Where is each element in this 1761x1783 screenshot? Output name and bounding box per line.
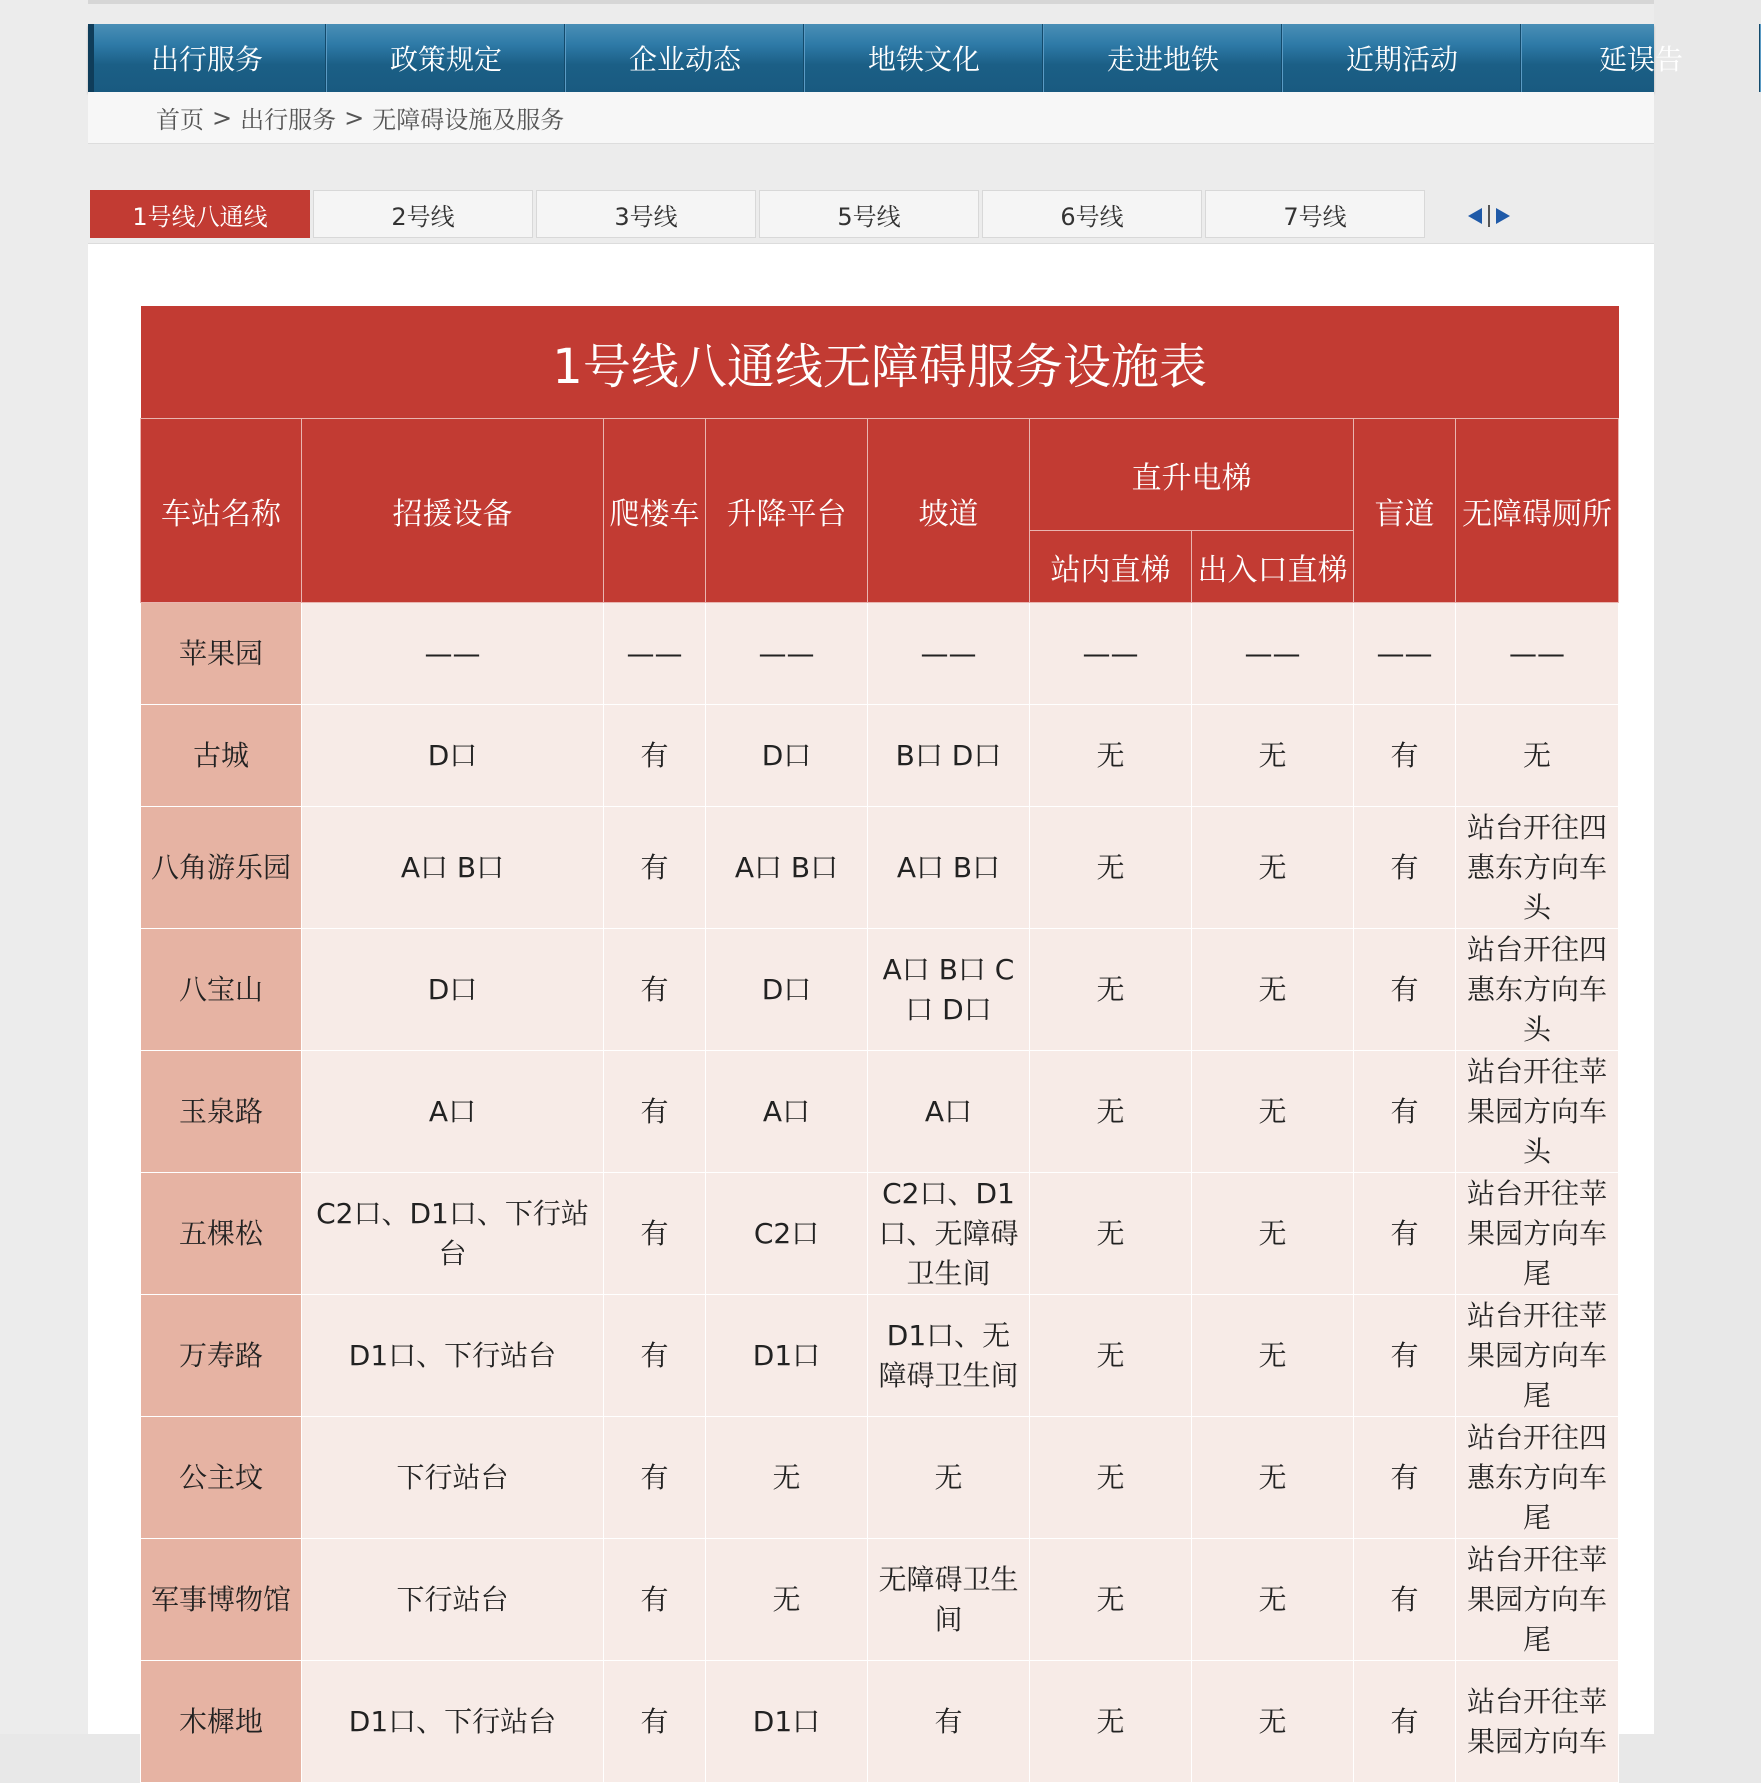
cell-exit-elevator: 无: [1192, 1661, 1354, 1783]
cell-exit-elevator: 无: [1192, 1539, 1354, 1661]
cell-tactile-path: 有: [1354, 1661, 1456, 1783]
station-name: 木樨地: [141, 1661, 302, 1783]
cell-exit-elevator: 无: [1192, 1051, 1354, 1173]
cell-accessible-toilet: 站台开往苹果园方向车尾: [1456, 1173, 1619, 1295]
table-row: [141, 1661, 1619, 1783]
station-name: 公主坟: [141, 1417, 302, 1539]
header-lift-platform: 升降平台: [706, 419, 868, 603]
cell-exit-elevator: 无: [1192, 705, 1354, 807]
nav-item-delay-notice[interactable]: 延误告: [1522, 24, 1761, 92]
cell-help-device: A口 B口: [302, 807, 604, 929]
tab-line-6[interactable]: 6号线: [982, 190, 1202, 238]
station-name: 玉泉路: [141, 1051, 302, 1173]
cell-inner-elevator: 无: [1030, 705, 1192, 807]
cell-inner-elevator: 无: [1030, 1173, 1192, 1295]
content-panel: [88, 188, 1654, 1758]
cell-exit-elevator: 无: [1192, 807, 1354, 929]
header-station: 车站名称: [141, 419, 302, 603]
breadcrumb-separator: >: [212, 103, 233, 132]
table-row: [141, 705, 1619, 807]
cell-accessible-toilet: 站台开往苹果园方向车尾: [1456, 1295, 1619, 1417]
cell-accessible-toilet: 站台开往苹果园方向车尾: [1456, 1539, 1619, 1661]
tab-line-7[interactable]: 7号线: [1205, 190, 1425, 238]
station-name: 古城: [141, 705, 302, 807]
cell-tactile-path: 有: [1354, 1295, 1456, 1417]
header-inner-elevator: 站内直梯: [1030, 531, 1192, 603]
cell-help-device: C2口、D1口、下行站台: [302, 1173, 604, 1295]
main-nav: [88, 24, 1683, 92]
cell-tactile-path: ——: [1354, 603, 1456, 705]
tab-line-3[interactable]: 3号线: [536, 190, 756, 238]
cell-inner-elevator: 无: [1030, 1295, 1192, 1417]
breadcrumb: [88, 92, 1654, 144]
cell-help-device: 下行站台: [302, 1539, 604, 1661]
cell-inner-elevator: 无: [1030, 1539, 1192, 1661]
header-tactile-path: 盲道: [1354, 419, 1456, 603]
cell-inner-elevator: 无: [1030, 1051, 1192, 1173]
table-row: [141, 807, 1619, 929]
cell-inner-elevator: 无: [1030, 1661, 1192, 1783]
cell-help-device: ——: [302, 603, 604, 705]
cell-inner-elevator: ——: [1030, 603, 1192, 705]
cell-accessible-toilet: 站台开往四惠东方向车尾: [1456, 1417, 1619, 1539]
cell-stair-climber: 有: [604, 807, 706, 929]
header-exit-elevator: 出入口直梯: [1192, 531, 1354, 603]
cell-stair-climber: ——: [604, 603, 706, 705]
cell-lift-platform: D1口: [706, 1295, 868, 1417]
cell-stair-climber: 有: [604, 1051, 706, 1173]
cell-accessible-toilet: 站台开往苹果园方向车: [1456, 1661, 1619, 1783]
station-name: 军事博物馆: [141, 1539, 302, 1661]
header-accessible-toilet: 无障碍厕所: [1456, 419, 1619, 603]
cell-inner-elevator: 无: [1030, 1417, 1192, 1539]
nav-item-travel-service[interactable]: 出行服务: [88, 24, 327, 92]
cell-lift-platform: D1口: [706, 1661, 868, 1783]
nav-item-company-news[interactable]: 企业动态: [566, 24, 805, 92]
station-name: 八宝山: [141, 929, 302, 1051]
cell-help-device: A口: [302, 1051, 604, 1173]
cell-tactile-path: 有: [1354, 705, 1456, 807]
cell-tactile-path: 有: [1354, 1417, 1456, 1539]
cell-inner-elevator: 无: [1030, 807, 1192, 929]
nav-item-about-metro[interactable]: 走进地铁: [1044, 24, 1283, 92]
breadcrumb-current: 无障碍设施及服务: [372, 106, 565, 134]
cell-stair-climber: 有: [604, 1295, 706, 1417]
nav-item-policy[interactable]: 政策规定: [327, 24, 566, 92]
table-row: [141, 603, 1619, 705]
cell-stair-climber: 有: [604, 1661, 706, 1783]
facility-table-wrapper: [140, 306, 1618, 1783]
table-row: [141, 1417, 1619, 1539]
table-row: [141, 929, 1619, 1051]
top-border: [88, 0, 1654, 4]
cell-help-device: D1口、下行站台: [302, 1295, 604, 1417]
cell-stair-climber: 有: [604, 929, 706, 1051]
cell-ramp: A口: [868, 1051, 1030, 1173]
cell-ramp: A口 B口 C口 D口: [868, 929, 1030, 1051]
cell-ramp: B口 D口: [868, 705, 1030, 807]
cell-lift-platform: D口: [706, 929, 868, 1051]
tab-scroll-controls: [1468, 202, 1510, 230]
cell-exit-elevator: 无: [1192, 1417, 1354, 1539]
breadcrumb-travel-service[interactable]: 出行服务: [240, 106, 337, 134]
cell-stair-climber: 有: [604, 1173, 706, 1295]
tab-line-5[interactable]: 5号线: [759, 190, 979, 238]
cell-ramp: D1口、无障碍卫生间: [868, 1295, 1030, 1417]
cell-help-device: 下行站台: [302, 1417, 604, 1539]
nav-item-metro-culture[interactable]: 地铁文化: [805, 24, 1044, 92]
table-row: [141, 1539, 1619, 1661]
cell-lift-platform: A口 B口: [706, 807, 868, 929]
table-row: [141, 1173, 1619, 1295]
cell-accessible-toilet: 站台开往苹果园方向车头: [1456, 1051, 1619, 1173]
cell-accessible-toilet: 无: [1456, 705, 1619, 807]
cell-exit-elevator: 无: [1192, 1295, 1354, 1417]
cell-stair-climber: 有: [604, 1539, 706, 1661]
cell-lift-platform: ——: [706, 603, 868, 705]
cell-accessible-toilet: 站台开往四惠东方向车头: [1456, 807, 1619, 929]
station-name: 八角游乐园: [141, 807, 302, 929]
cell-help-device: D口: [302, 929, 604, 1051]
arrow-right-icon[interactable]: [1496, 208, 1510, 224]
cell-ramp: C2口、D1口、无障碍卫生间: [868, 1173, 1030, 1295]
cell-stair-climber: 有: [604, 705, 706, 807]
table-title: 1号线八通线无障碍服务设施表: [141, 306, 1619, 419]
header-elevator-group: 直升电梯: [1030, 419, 1354, 531]
tab-line-1-batong[interactable]: 1号线八通线: [90, 190, 310, 238]
cell-ramp: 无: [868, 1417, 1030, 1539]
breadcrumb-separator: >: [344, 103, 365, 132]
tab-line-2[interactable]: 2号线: [313, 190, 533, 238]
cell-lift-platform: A口: [706, 1051, 868, 1173]
cell-tactile-path: 有: [1354, 1051, 1456, 1173]
header-help-device: 招援设备: [302, 419, 604, 603]
line-tabs: [88, 188, 1654, 244]
header-ramp: 坡道: [868, 419, 1030, 603]
cell-tactile-path: 有: [1354, 929, 1456, 1051]
cell-exit-elevator: ——: [1192, 603, 1354, 705]
cell-help-device: D口: [302, 705, 604, 807]
cell-lift-platform: D口: [706, 705, 868, 807]
cell-help-device: D1口、下行站台: [302, 1661, 604, 1783]
cell-lift-platform: C2口: [706, 1173, 868, 1295]
arrow-divider: [1488, 205, 1490, 227]
cell-accessible-toilet: ——: [1456, 603, 1619, 705]
arrow-left-icon[interactable]: [1468, 208, 1482, 224]
nav-item-recent-events[interactable]: 近期活动: [1283, 24, 1522, 92]
cell-tactile-path: 有: [1354, 807, 1456, 929]
cell-ramp: 无障碍卫生间: [868, 1539, 1030, 1661]
cell-exit-elevator: 无: [1192, 929, 1354, 1051]
cell-ramp: ——: [868, 603, 1030, 705]
cell-tactile-path: 有: [1354, 1173, 1456, 1295]
table-row: [141, 1295, 1619, 1417]
cell-ramp: 有: [868, 1661, 1030, 1783]
cell-ramp: A口 B口: [868, 807, 1030, 929]
facility-table: [140, 306, 1619, 1783]
station-name: 万寿路: [141, 1295, 302, 1417]
cell-accessible-toilet: 站台开往四惠东方向车头: [1456, 929, 1619, 1051]
cell-lift-platform: 无: [706, 1539, 868, 1661]
station-name: 五棵松: [141, 1173, 302, 1295]
cell-exit-elevator: 无: [1192, 1173, 1354, 1295]
table-row: [141, 1051, 1619, 1173]
station-name: 苹果园: [141, 603, 302, 705]
breadcrumb-home[interactable]: 首页: [156, 106, 204, 134]
cell-stair-climber: 有: [604, 1417, 706, 1539]
cell-lift-platform: 无: [706, 1417, 868, 1539]
header-stair-climber: 爬楼车: [604, 419, 706, 603]
cell-tactile-path: 有: [1354, 1539, 1456, 1661]
cell-inner-elevator: 无: [1030, 929, 1192, 1051]
